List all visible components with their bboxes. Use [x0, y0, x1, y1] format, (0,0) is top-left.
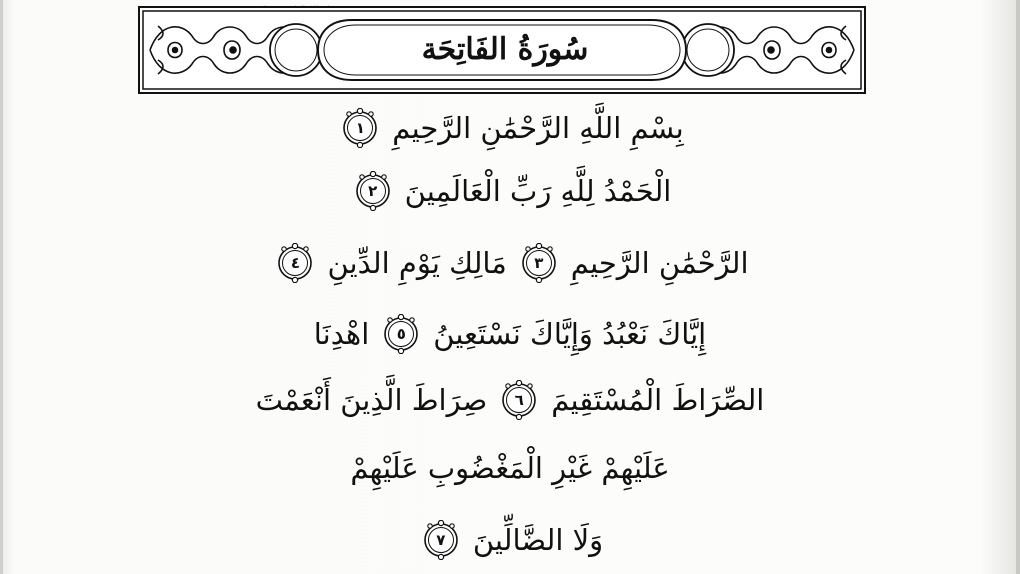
- verse-line: [180, 440, 840, 496]
- verse-line: [180, 306, 840, 362]
- verse-text: بِسْمِ اللَّهِ الرَّحْمَٰنِ الرَّحِيمِ: [392, 111, 684, 145]
- verse-text: الرَّحْمَٰنِ الرَّحِيمِ: [570, 246, 749, 280]
- ayah-number-marker-icon: [340, 108, 380, 148]
- ayah-number: ٤: [290, 254, 301, 272]
- page-left-edge: [0, 0, 3, 574]
- verse-text: الْحَمْدُ لِلَّهِ رَبِّ الْعَالَمِينَ: [404, 174, 672, 208]
- surah-title: سُورَةُ الفَاتِحَة: [421, 31, 589, 67]
- ayah-number: ٣: [534, 254, 544, 272]
- verse-text: مَالِكِ يَوْمِ الدِّينِ: [327, 246, 507, 280]
- verse-text: الصِّرَاطَ الْمُسْتَقِيمَ: [551, 383, 765, 417]
- verse-text: إِيَّاكَ نَعْبُدُ وَإِيَّاكَ نَسْتَعِينُ: [433, 317, 707, 351]
- page-right-edge: [1016, 0, 1020, 574]
- ayah-number-marker-icon: [519, 243, 559, 283]
- ayah-number-marker-icon: [353, 171, 393, 211]
- ayah-number: ٢: [368, 182, 378, 200]
- verse-line: [180, 372, 840, 428]
- ayah-number: ٦: [514, 391, 524, 409]
- verse-text: عَلَيْهِمْ غَيْرِ الْمَغْضُوبِ عَلَيْهِمْ: [350, 451, 670, 485]
- ayah-number: ١: [355, 119, 365, 137]
- ayah-number-marker-icon: [499, 380, 539, 420]
- ayah-number: ٧: [436, 531, 446, 549]
- ayah-number-marker-icon: [421, 520, 461, 560]
- verse-text: صِرَاطَ الَّذِينَ أَنْعَمْتَ: [255, 383, 488, 417]
- ayah-number: ٥: [396, 325, 406, 343]
- ayah-number-marker-icon: [275, 243, 315, 283]
- verse-line: [180, 100, 840, 156]
- verse-text: وَلَا الضَّالِّينَ: [472, 523, 604, 557]
- verse-line: [180, 512, 840, 568]
- verse-text: اهْدِنَا: [313, 317, 370, 351]
- verse-line: [180, 163, 840, 219]
- verse-line: [180, 235, 840, 291]
- ayah-number-marker-icon: [381, 314, 421, 354]
